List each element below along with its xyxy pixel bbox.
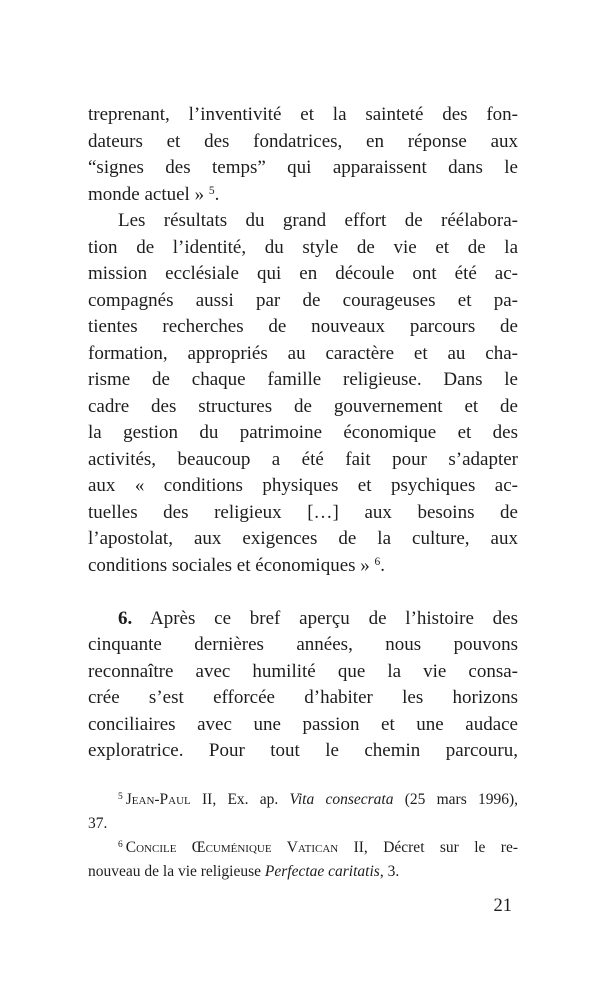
text-segment: monde actuel » [88,183,209,205]
text-line: activités, beaucoup a été fait pour s’adapter [88,448,518,470]
text-segment: , 3. [379,862,400,880]
text-segment: II, Décret sur le re- [338,838,518,856]
text-line: cinquante dernières années, nous pouvons [88,634,518,655]
text-segment: (25 mars 1996), [393,790,519,808]
paragraph-results [88,208,518,579]
work-title: Perfectae caritatis [264,862,380,880]
text-segment: conditions sociales et économiques » [88,554,375,576]
text-line: tientes recherches de nouveaux parcours de [88,316,518,337]
text-segment: nouveau de la vie religieuse [88,862,265,880]
footnote-line [88,836,518,860]
footnote-line [88,788,518,812]
footnote-ref-6: 6 [374,555,381,568]
footnote-6 [88,836,518,884]
paragraph-number: 6. [118,607,133,629]
text-line: conciliaires avec une passion et une audace [88,713,518,735]
text-line [88,553,518,580]
text-line: aux « conditions physiques et psychiques ac- [88,475,518,496]
footnote-line: 37. [88,814,108,832]
footnote-ref-5: 5 [208,184,215,197]
text-line [88,606,518,633]
footnote-line [88,860,518,884]
footnote-marker-5: 5 [118,791,123,802]
work-title: Vita consecrata [289,790,394,808]
text-line: la gestion du patrimoine économique et des [88,422,518,443]
paragraph-continuation [88,102,518,208]
text-segment: Après ce bref aperçu de l’histoire des [132,607,518,629]
text-line: tuelles des religieux […] aux besoins de [88,501,518,523]
text-line: formation, appropriés au caractère et au cha- [88,342,518,364]
text-line: risme de chaque famille religieuse. Dans le [88,369,518,390]
text-line: reconnaître avec humilité que la vie consa- [88,660,518,682]
text-line: exploratrice. Pour tout le chemin parcouru, [88,740,518,761]
text-line: crée s’est efforcée d’habiter les horizons [88,687,518,708]
text-segment: . [380,554,386,576]
footnotes [88,788,518,884]
footnote-marker-6: 6 [118,839,123,850]
footnote-author: Concile Œcuménique Vatican [125,838,339,856]
footnote-5 [88,788,518,836]
page-number: 21 [493,896,512,916]
footnote-author: Jean-Paul [125,790,191,808]
text-segment: . [214,183,220,205]
text-line: dateurs et des fondatrices, en réponse aux [88,130,518,152]
text-line: l’apostolat, aux exigences de la culture, aux [88,528,518,549]
text-line: tion de l’identité, du style de vie et de la [88,236,518,258]
paragraph-6 [88,606,518,765]
text-segment: II, Ex. ap. [190,790,290,808]
text-line: mission ecclésiale qui en découle ont été ac- [88,263,518,284]
text-block [88,102,518,884]
text-line [88,182,518,209]
text-line: “signes des temps” qui apparaissent dans le [88,157,518,178]
text-line: compagnés aussi par de courageuses et pa- [88,289,518,311]
text-line: cadre des structures de gouvernement et de [88,395,518,417]
text-line: Les résultats du grand effort de réélabora- [118,210,518,231]
text-line: treprenant, l’inventivité et la sainteté des fon- [88,104,518,125]
